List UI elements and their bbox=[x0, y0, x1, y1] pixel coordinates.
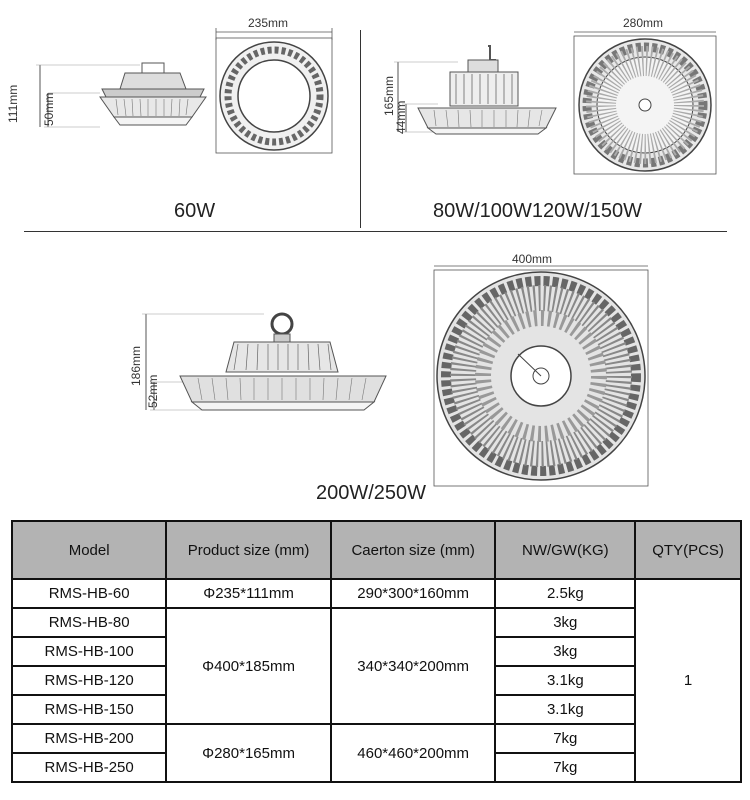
horizontal-divider bbox=[24, 231, 727, 232]
vertical-divider bbox=[360, 30, 361, 228]
carton-size-cell: 340*340*200mm bbox=[331, 608, 496, 724]
header-qty: QTY(PCS) bbox=[635, 521, 741, 579]
model-cell: RMS-HB-100 bbox=[12, 637, 166, 666]
table-row bbox=[12, 724, 741, 753]
table-header-row bbox=[12, 521, 741, 579]
lamp-200w-top-view bbox=[430, 262, 652, 488]
table-row bbox=[12, 579, 741, 608]
carton-size-cell: 460*460*200mm bbox=[331, 724, 496, 782]
product-size-cell: Φ235*111mm bbox=[166, 579, 331, 608]
header-product-size: Product size (mm) bbox=[166, 521, 331, 579]
table-row bbox=[12, 608, 741, 637]
model-cell: RMS-HB-80 bbox=[12, 608, 166, 637]
model-cell: RMS-HB-120 bbox=[12, 666, 166, 695]
base-label-80w: 44mm bbox=[394, 100, 408, 134]
header-model: Model bbox=[12, 521, 166, 579]
lamp-60w-top-view bbox=[212, 28, 336, 158]
weight-cell: 3kg bbox=[495, 608, 635, 637]
lamp-200w-side-view bbox=[124, 308, 394, 418]
lamp-80w-top-view bbox=[570, 28, 720, 178]
qty-cell: 1 bbox=[635, 579, 741, 782]
width-label-80w: 280mm bbox=[623, 16, 664, 30]
weight-cell: 3.1kg bbox=[495, 666, 635, 695]
caption-80w: 80W/100W120W/150W bbox=[433, 200, 642, 222]
header-carton-size: Caerton size (mm) bbox=[331, 521, 496, 579]
model-cell: RMS-HB-200 bbox=[12, 724, 166, 753]
base-label-60w: 50mm bbox=[42, 92, 56, 126]
height-label-80w: 165mm bbox=[382, 75, 396, 116]
product-size-cell: Φ280*165mm bbox=[166, 724, 331, 782]
weight-cell: 7kg bbox=[495, 724, 635, 753]
weight-cell: 2.5kg bbox=[495, 579, 635, 608]
model-cell: RMS-HB-250 bbox=[12, 753, 166, 782]
weight-cell: 3.1kg bbox=[495, 695, 635, 724]
model-cell: RMS-HB-60 bbox=[12, 579, 166, 608]
spec-table bbox=[11, 520, 742, 783]
product-size-cell: Φ400*185mm bbox=[166, 608, 331, 724]
caption-60w: 60W bbox=[174, 200, 216, 222]
width-label-200w: 400mm bbox=[512, 252, 553, 266]
weight-cell: 7kg bbox=[495, 753, 635, 782]
model-cell: RMS-HB-150 bbox=[12, 695, 166, 724]
height-label-200w: 186mm bbox=[129, 345, 143, 386]
base-label-200w: 52mm bbox=[146, 374, 160, 408]
header-weight: NW/GW(KG) bbox=[495, 521, 635, 579]
carton-size-cell: 290*300*160mm bbox=[331, 579, 496, 608]
height-label-60w: 111mm bbox=[6, 84, 20, 123]
caption-200w: 200W/250W bbox=[316, 482, 427, 504]
width-label-60w: 235mm bbox=[248, 16, 289, 30]
weight-cell: 3kg bbox=[495, 637, 635, 666]
